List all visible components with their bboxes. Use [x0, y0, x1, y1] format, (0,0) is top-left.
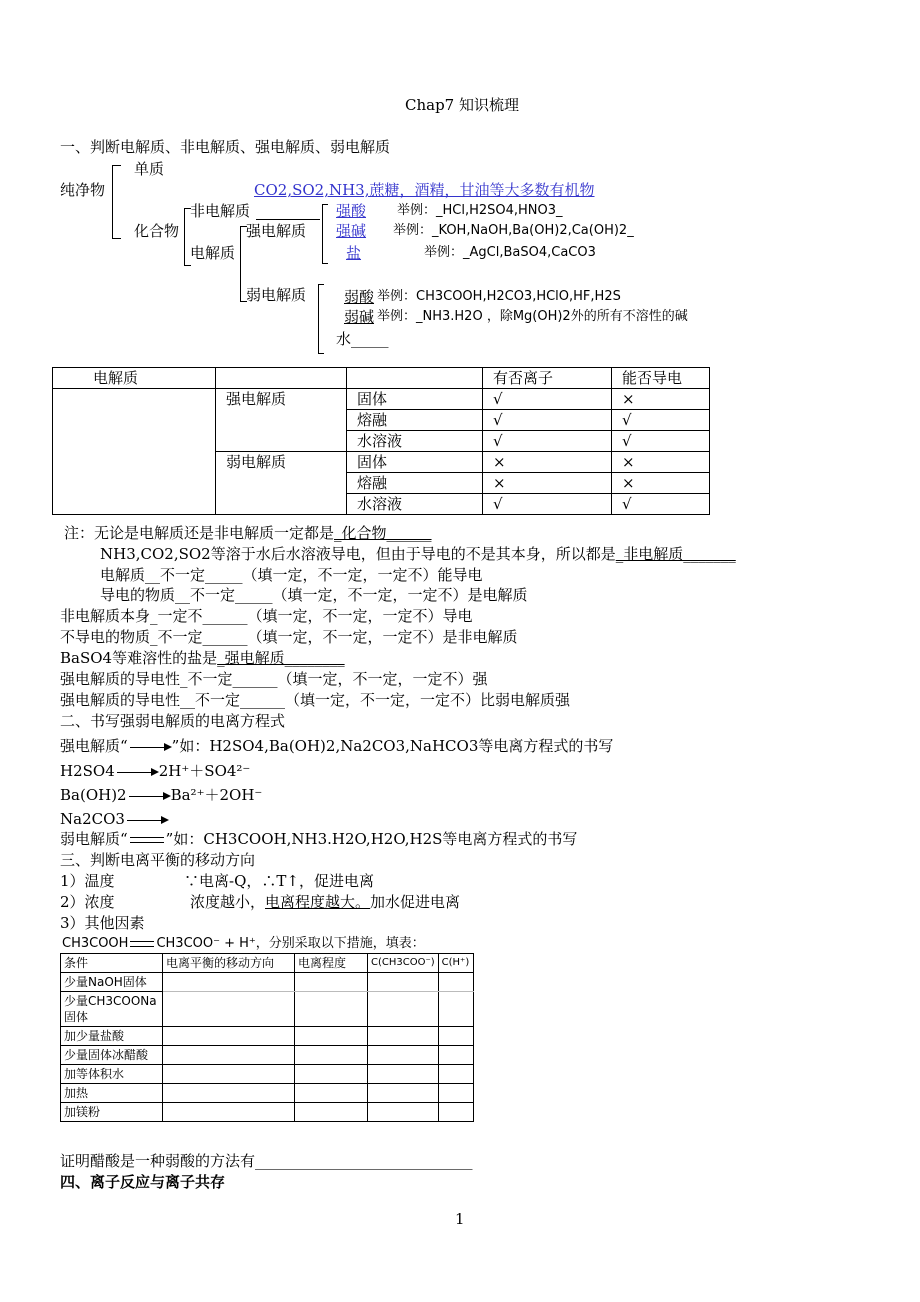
proof-question: 证明醋酸是一种弱酸的方法有_____________________________ — [60, 1152, 473, 1170]
note-2-answer: _非电解质_______ — [615, 545, 736, 563]
note-8: 强电解质的导电性_不一定______（填一定，不一定，一定不）强 — [60, 670, 488, 688]
table-row — [61, 1103, 474, 1122]
eq1-right: 2H⁺＋SO4²⁻ — [158, 762, 251, 780]
table-cell: × — [483, 473, 612, 494]
conc-a: 浓度越小， — [190, 893, 266, 911]
blank-cell[interactable] — [368, 1046, 439, 1065]
strong-intro-a: 强电解质“ — [60, 737, 128, 755]
table-row — [61, 1046, 474, 1065]
conc-b: 电离程度越大。 — [265, 893, 371, 911]
table-cell: 固体 — [347, 452, 483, 473]
table-row — [53, 389, 710, 410]
blank-cell[interactable] — [163, 1065, 295, 1084]
blank-cell[interactable] — [295, 973, 368, 992]
note-2 — [100, 545, 736, 563]
blank-cell[interactable] — [368, 992, 439, 1027]
table-cell: √ — [483, 410, 612, 431]
note-6: 不导电的物质_不一定______（填一定，不一定，一定不）是非电解质 — [60, 628, 518, 646]
eq3-left: Na2CO3 — [60, 810, 125, 828]
strong-acid-examples: 举例：_HCl,H2SO4,HNO3_ — [397, 203, 563, 218]
strong-group: 强电解质 — [216, 389, 347, 452]
right-arrow-icon — [117, 772, 157, 773]
table-cell: 熔融 — [347, 473, 483, 494]
strong-intro-b: ”如：H2SO4,Ba(OH)2,Na2CO3,NaHCO3等电离方程式的书写 — [171, 737, 614, 755]
factor-concentration-label: 2）浓度 — [60, 893, 115, 911]
section-1-heading: 一、判断电解质、非电解质、强电解质、弱电解质 — [60, 138, 391, 156]
table-cell: √ — [483, 494, 612, 515]
weak-electrolyte: 弱电解质 — [246, 286, 307, 304]
note-3: 电解质__不一定_____（填一定，不一定，一定不）能导电 — [100, 566, 483, 584]
note-2-text: NH3,CO2,SO2等溶于水后水溶液导电，但由于导电的不是其本身，所以都是 — [100, 545, 616, 563]
salt-examples: 举例：_AgCl,BaSO4,CaCO3 — [424, 245, 596, 260]
blank-cell[interactable] — [438, 1084, 473, 1103]
blank-cell[interactable] — [163, 992, 295, 1027]
eq-left: CH3COOH — [62, 936, 129, 951]
section-2-heading: 二、书写强弱电解质的电离方程式 — [60, 712, 286, 730]
factor-table — [60, 953, 474, 1122]
factor-concentration-text — [190, 893, 460, 911]
table-header: 条件 — [61, 954, 163, 973]
blank-cell[interactable] — [368, 973, 439, 992]
blank-cell[interactable] — [368, 1027, 439, 1046]
equation-3 — [60, 810, 169, 828]
weak-acid-examples: 举例：CH3COOH,H2CO3,HClO,HF,H2S — [377, 289, 621, 304]
blank-cell[interactable] — [163, 1046, 295, 1065]
weak-base: 弱碱 — [344, 308, 375, 326]
condition-cell: 加热 — [61, 1084, 163, 1103]
strong-base-examples: 举例：_KOH,NaOH,Ba(OH)2,Ca(OH)2_ — [393, 223, 634, 238]
eq1-left: H2SO4 — [60, 762, 115, 780]
note-1-text: 注：无论是电解质还是非电解质一定都是 — [64, 524, 335, 542]
water: 水_____ — [336, 330, 389, 348]
table-header: C(CH3COO⁻) — [368, 954, 439, 973]
table-cell: √ — [612, 410, 710, 431]
table-row — [61, 973, 474, 992]
eq2-left: Ba(OH)2 — [60, 786, 127, 804]
note-1-answer: _化合物______ — [334, 524, 432, 542]
blank-cell[interactable] — [295, 1027, 368, 1046]
right-arrow-icon — [130, 747, 170, 748]
page-number: 1 — [455, 1210, 465, 1228]
table-row — [61, 1027, 474, 1046]
condition-cell: 少量CH3COONa固体 — [61, 992, 163, 1027]
condition-cell: 加等体积水 — [61, 1065, 163, 1084]
strong-acid: 强酸 — [336, 202, 367, 220]
note-5: 非电解质本身_一定不______（填一定，不一定，一定不）导电 — [60, 607, 473, 625]
table-cell: √ — [483, 389, 612, 410]
blank-cell[interactable] — [368, 1103, 439, 1122]
weak-equation-intro — [60, 830, 577, 848]
nonelectrolyte: 非电解质 — [190, 202, 251, 220]
equation-2 — [60, 786, 262, 804]
note-1 — [64, 524, 432, 542]
brace-strong — [322, 204, 328, 264]
blank-cell[interactable] — [438, 1065, 473, 1084]
table-cell: 水溶液 — [347, 431, 483, 452]
table-cell: √ — [612, 494, 710, 515]
blank-cell[interactable] — [295, 1046, 368, 1065]
table-header — [216, 368, 347, 389]
table-header: 电离平衡的移动方向 — [163, 954, 295, 973]
table-header-row — [53, 368, 710, 389]
electrolyte-table — [52, 367, 710, 515]
table-cell: 固体 — [347, 389, 483, 410]
condition-cell: 加少量盐酸 — [61, 1027, 163, 1046]
table-cell: 熔融 — [347, 410, 483, 431]
table-header-row — [61, 954, 474, 973]
blank-cell[interactable] — [368, 1065, 439, 1084]
table-header: 有否离子 — [483, 368, 612, 389]
section-3-heading: 三、判断电离平衡的移动方向 — [60, 851, 256, 869]
weak-base-examples: 举例：_NH3.H2O ，除Mg(OH)2外的所有不溶性的碱 — [377, 309, 688, 324]
nonelectrolyte-underline — [256, 202, 320, 220]
right-arrow-icon — [127, 820, 167, 821]
salt: 盐 — [346, 244, 362, 262]
note-4: 导电的物质__不一定_____（填一定，不一定，一定不）是电解质 — [100, 586, 528, 604]
table-cell: 水溶液 — [347, 494, 483, 515]
strong-base: 强碱 — [336, 222, 367, 240]
weak-intro-b: ”如：CH3COOH,NH3.H2O,H2O,H2S等电离方程式的书写 — [165, 830, 578, 848]
condition-cell: 少量固体冰醋酸 — [61, 1046, 163, 1065]
blank-cell[interactable] — [295, 1103, 368, 1122]
table-cell — [53, 389, 216, 515]
blank-cell[interactable] — [438, 973, 473, 992]
table-cell: × — [612, 389, 710, 410]
table-row — [61, 1084, 474, 1103]
table-header — [347, 368, 483, 389]
eq-right: CH3COO⁻ + H⁺ — [156, 936, 256, 951]
blank-cell[interactable] — [438, 1027, 473, 1046]
blank-cell[interactable] — [295, 1084, 368, 1103]
blank-cell[interactable] — [163, 1027, 295, 1046]
conc-c: 加水促进电离 — [370, 893, 461, 911]
table-cell: × — [612, 473, 710, 494]
factor-temperature-text: ∵电离-Q，∴T↑，促进电离 — [184, 872, 374, 890]
table-header: 电离程度 — [295, 954, 368, 973]
equilibrium-arrow-icon — [130, 835, 164, 845]
note-7 — [60, 649, 345, 667]
blank-cell[interactable] — [295, 992, 368, 1027]
brace-weak — [318, 284, 324, 354]
table-row — [61, 992, 474, 1027]
blank-cell[interactable] — [163, 1084, 295, 1103]
blank-cell[interactable] — [438, 1103, 473, 1122]
eq2-right: Ba²⁺＋2OH⁻ — [170, 786, 263, 804]
table-row — [61, 1065, 474, 1084]
weak-acid: 弱酸 — [344, 288, 375, 306]
factor-temperature-label: 1）温度 — [60, 872, 115, 890]
note-9: 强电解质的导电性__不一定______（填一定，不一定，一定不）比弱电解质强 — [60, 691, 571, 709]
brace-pure — [112, 165, 121, 239]
weak-intro-a: 弱电解质“ — [60, 830, 128, 848]
factor-other-label: 3）其他因素 — [60, 914, 145, 932]
note-7-text: BaSO4等难溶性的盐是 — [60, 649, 218, 667]
blank-cell[interactable] — [368, 1084, 439, 1103]
note-7-answer: _强电解质________ — [217, 649, 345, 667]
compound: 化合物 — [134, 222, 180, 240]
table-header: C(H⁺) — [438, 954, 473, 973]
blank-cell[interactable] — [438, 1046, 473, 1065]
weak-group: 弱电解质 — [216, 452, 347, 515]
page-title: Chap7 知识梳理 — [405, 96, 519, 114]
table-cell: √ — [483, 431, 612, 452]
eq-note: ，分别采取以下措施，填表： — [255, 936, 425, 951]
right-arrow-icon — [129, 796, 169, 797]
table-cell: × — [612, 452, 710, 473]
electrolyte: 电解质 — [190, 244, 236, 262]
table-header: 能否导电 — [612, 368, 710, 389]
equilibrium-arrow-icon — [130, 939, 154, 949]
strong-electrolyte: 强电解质 — [246, 222, 307, 240]
acetic-equilibrium — [62, 935, 425, 953]
organic-examples: CO2,SO2,NH3,蔗糖，酒精，甘油等大多数有机物 — [254, 181, 595, 199]
equation-1 — [60, 762, 250, 780]
blank-cell[interactable] — [163, 1103, 295, 1122]
condition-cell: 少量NaOH固体 — [61, 973, 163, 992]
condition-cell: 加镁粉 — [61, 1103, 163, 1122]
blank-cell[interactable] — [295, 1065, 368, 1084]
pure-substance: 纯净物 — [60, 181, 106, 199]
table-cell: × — [483, 452, 612, 473]
table-header: 电解质 — [53, 368, 216, 389]
section-4-heading: 四、离子反应与离子共存 — [60, 1173, 226, 1191]
table-cell: √ — [612, 431, 710, 452]
element: 单质 — [134, 160, 165, 178]
blank-cell[interactable] — [438, 992, 473, 1027]
blank-cell[interactable] — [163, 973, 295, 992]
strong-equation-intro — [60, 737, 613, 755]
